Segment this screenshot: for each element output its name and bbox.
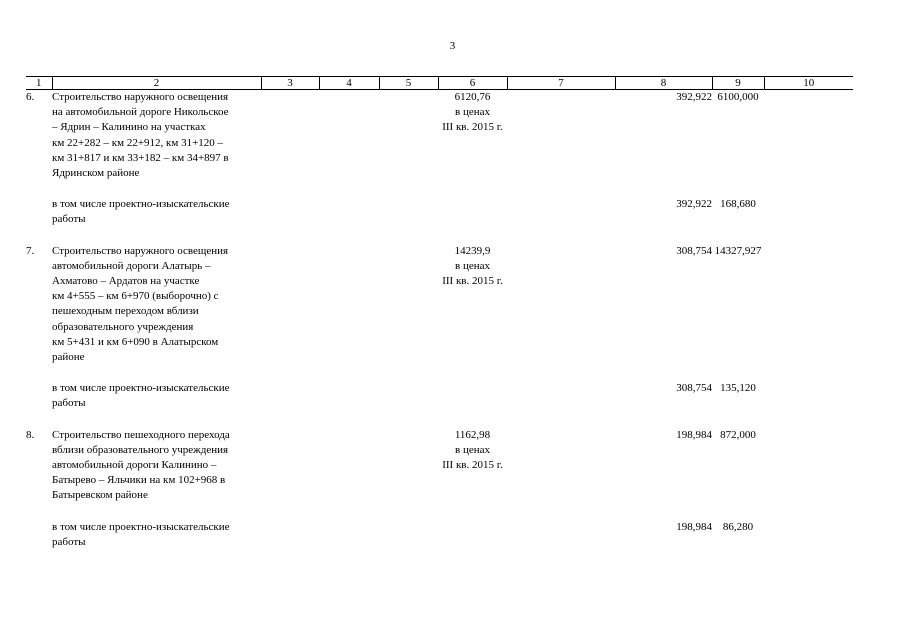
name-line: км 22+282 – км 22+912, км 31+120 – <box>52 136 224 149</box>
name-line: районе <box>52 351 85 364</box>
cost-note: в ценах <box>455 259 490 272</box>
name-line: в том числе проектно-изыскательские <box>52 520 230 533</box>
name-line: образовательного учреждения <box>52 320 194 333</box>
col8-value: 392,922 <box>676 91 712 103</box>
name-line: Строительство наружного освещения <box>52 244 229 257</box>
cost-cell <box>438 90 507 182</box>
table-row <box>26 244 853 366</box>
col-header: 3 <box>261 77 319 90</box>
name-line: автомобильной дороги Алатырь – <box>52 259 211 272</box>
row-name <box>52 197 261 227</box>
col9-value: 872,000 <box>720 428 756 441</box>
cost-value: 1162,98 <box>454 428 491 441</box>
name-line: Строительство пешеходного перехода <box>52 428 230 441</box>
name-line: Батыревском районе <box>52 489 148 502</box>
cost-cell <box>438 244 507 366</box>
name-line: работы <box>52 535 86 548</box>
col-header: 4 <box>319 77 379 90</box>
header-row <box>26 77 853 90</box>
name-line: в том числе проектно-изыскательские <box>52 198 230 211</box>
row-name <box>52 520 261 550</box>
name-line: Батырево – Яльчики на км 102+968 в <box>52 474 226 487</box>
cost-value: 14239,9 <box>454 244 491 257</box>
table-row <box>26 197 853 227</box>
row-number: 6. <box>26 91 35 103</box>
col9-value: 86,280 <box>722 520 754 533</box>
col-header: 7 <box>507 77 615 90</box>
name-line: Ахматово – Ардатов на участке <box>52 275 200 288</box>
name-line: км 5+431 и км 6+090 в Алатырском <box>52 335 219 348</box>
table-row <box>26 90 853 182</box>
page-number: 3 <box>449 40 456 52</box>
col8-value: 198,984 <box>676 520 712 533</box>
row-name <box>52 244 261 366</box>
col-header: 6 <box>438 77 507 90</box>
name-line: автомобильной дороги Калинино – <box>52 459 217 472</box>
col-header: 2 <box>52 77 261 90</box>
cost-note: III кв. 2015 г. <box>442 121 503 134</box>
name-line: – Ядрин – Калинино на участках <box>52 121 206 134</box>
cost-note: III кв. 2015 г. <box>442 459 503 472</box>
name-line: на автомобильной дороге Никольское <box>52 106 229 119</box>
name-line: Ядринском районе <box>52 167 140 180</box>
cost-cell <box>438 428 507 504</box>
cost-note: III кв. 2015 г. <box>442 275 503 288</box>
col-header: 5 <box>379 77 438 90</box>
col9-value: 168,680 <box>720 198 756 211</box>
col-header: 9 <box>712 77 764 90</box>
row-name <box>52 428 261 504</box>
col-header: 10 <box>764 77 853 90</box>
col8-value: 308,754 <box>676 244 712 257</box>
name-line: Строительство наружного освещения <box>52 91 229 103</box>
col8-value: 198,984 <box>676 428 712 441</box>
row-number: 8. <box>26 428 35 441</box>
col-header: 8 <box>615 77 712 90</box>
col8-value: 308,754 <box>676 382 712 395</box>
name-line: вблизи образовательного учреждения <box>52 443 229 456</box>
table-row <box>26 428 853 504</box>
col-header: 1 <box>26 77 52 90</box>
col9-value: 14327,927 <box>714 244 762 257</box>
row-number: 7. <box>26 244 35 257</box>
col8-value: 392,922 <box>676 198 712 211</box>
cost-note: в ценах <box>455 106 490 119</box>
name-line: пешеходным переходом вблизи <box>52 305 199 318</box>
cost-note: в ценах <box>455 443 490 456</box>
row-name <box>52 90 261 182</box>
name-line: работы <box>52 397 86 410</box>
row-name <box>52 381 261 411</box>
construction-table <box>26 76 853 550</box>
name-line: км 31+817 и км 33+182 – км 34+897 в <box>52 151 229 164</box>
col9-value: 6100,000 <box>717 91 759 103</box>
col9-value: 135,120 <box>720 382 756 395</box>
name-line: в том числе проектно-изыскательские <box>52 382 230 395</box>
name-line: км 4+555 – км 6+970 (выборочно) с <box>52 290 219 303</box>
table-row <box>26 381 853 411</box>
name-line: работы <box>52 213 86 226</box>
table-row <box>26 520 853 550</box>
cost-value: 6120,76 <box>454 91 491 103</box>
